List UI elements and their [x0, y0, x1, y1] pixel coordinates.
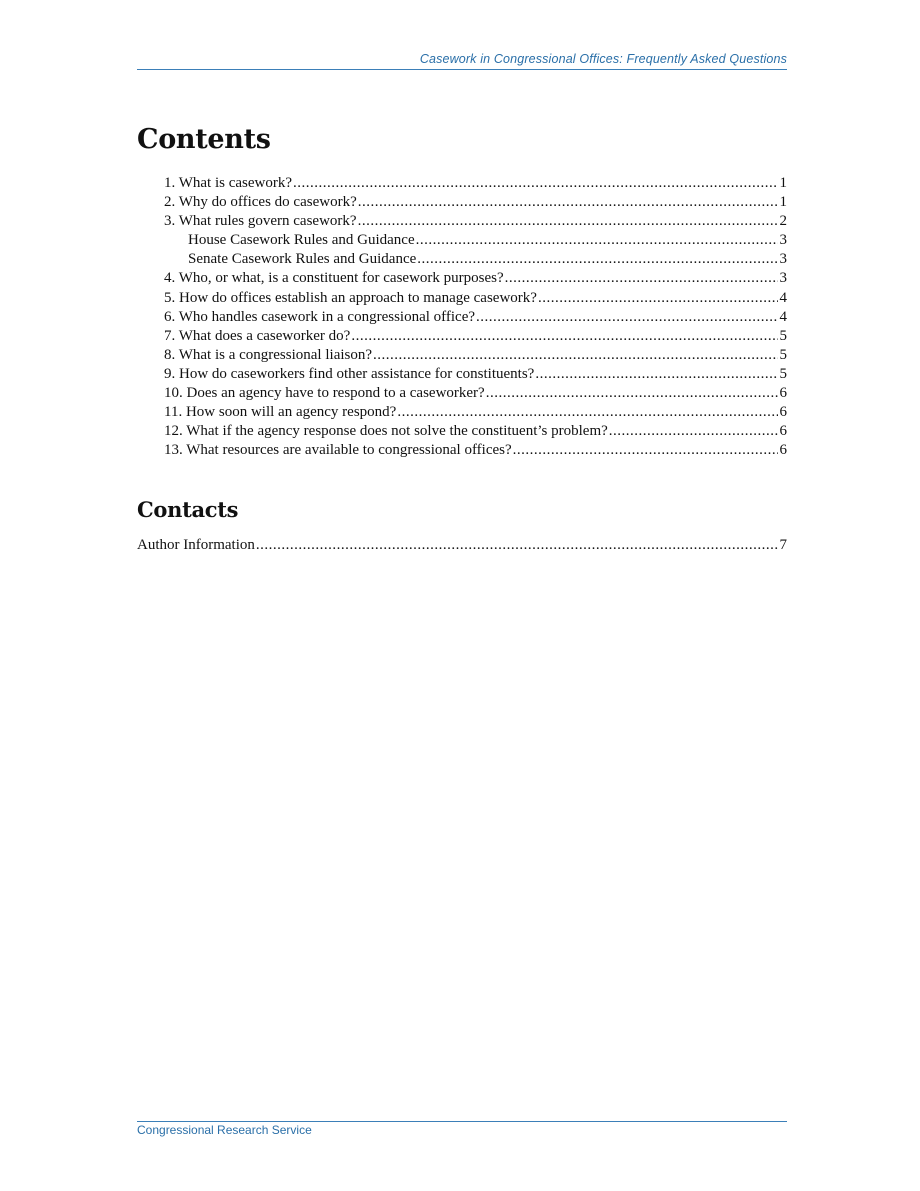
running-header-title: Casework in Congressional Offices: Frequently Asked Questions	[419, 52, 787, 66]
toc-dot-leader	[358, 193, 778, 212]
toc-page-number: 5	[779, 327, 787, 344]
toc-page-number: 4	[779, 308, 787, 325]
toc-dot-leader	[416, 231, 778, 250]
toc-dot-leader	[609, 422, 778, 441]
toc-entry[interactable]	[137, 384, 787, 403]
toc-page-number: 3	[779, 251, 787, 268]
contacts-heading: Contacts	[137, 497, 239, 522]
toc-entry[interactable]	[137, 327, 787, 346]
toc-page-number: 5	[779, 365, 787, 382]
toc-entry[interactable]	[137, 212, 787, 231]
toc-page-number: 1	[779, 175, 787, 191]
toc-dot-leader	[351, 327, 778, 346]
toc-dot-leader	[417, 250, 778, 269]
toc-entry[interactable]	[137, 308, 787, 327]
toc-entry[interactable]	[137, 441, 787, 460]
toc-entry-title: 1. What is casework?	[164, 175, 293, 191]
toc-page-number: 6	[779, 404, 787, 421]
toc-entry-title: 13. What resources are available to congressional offices?	[164, 442, 512, 459]
toc-entry-title: Author Information	[137, 537, 255, 553]
toc-dot-leader	[538, 289, 778, 308]
toc-page-number: 2	[779, 213, 787, 230]
toc-dot-leader	[535, 365, 778, 384]
toc-dot-leader	[505, 269, 778, 288]
toc-entry-title: 5. How do offices establish an approach to manage casework?	[164, 289, 537, 306]
toc-entry-title: 7. What does a caseworker do?	[164, 327, 351, 344]
toc-entry-title: 11. How soon will an agency respond?	[164, 404, 397, 421]
toc-page-number: 3	[779, 270, 787, 287]
toc-entry-title: 4. Who, or what, is a constituent for casework purposes?	[164, 270, 504, 287]
toc-entry[interactable]	[137, 289, 787, 308]
toc-entry-title: 10. Does an agency have to respond to a caseworker?	[164, 385, 485, 402]
toc-entry-title: 2. Why do offices do casework?	[164, 194, 357, 211]
footer-rule	[137, 1121, 787, 1122]
toc-subentry[interactable]	[137, 231, 787, 250]
toc-page-number: 3	[779, 232, 787, 249]
toc-page-number: 4	[779, 289, 787, 306]
toc-dot-leader	[293, 174, 778, 193]
toc-entry-title: 3. What rules govern casework?	[164, 213, 357, 230]
header-rule	[137, 69, 787, 70]
toc-entry-title: 12. What if the agency response does not solve the constituent’s problem?	[164, 423, 608, 440]
toc-entry-title: 6. Who handles casework in a congressional office?	[164, 308, 476, 325]
toc-entry[interactable]	[137, 269, 787, 288]
toc-entry[interactable]	[137, 422, 787, 441]
toc-entry[interactable]	[137, 346, 787, 365]
toc-dot-leader	[476, 308, 778, 327]
toc-page-number: 7	[779, 537, 787, 553]
toc-entry-author-information[interactable]	[137, 536, 787, 555]
toc-dot-leader	[358, 212, 778, 231]
contents-heading: Contents	[137, 124, 271, 155]
toc-dot-leader	[513, 441, 778, 460]
toc-dot-leader	[486, 384, 778, 403]
running-footer: Congressional Research Service	[137, 1123, 312, 1137]
toc-entry-title: 9. How do caseworkers find other assistance for constituents?	[164, 365, 535, 382]
toc-entry[interactable]	[137, 365, 787, 384]
toc-entry[interactable]	[137, 193, 787, 212]
toc-page-number: 6	[779, 385, 787, 402]
toc-dot-leader	[373, 346, 778, 365]
toc-subentry[interactable]	[137, 250, 787, 269]
contacts-list	[137, 536, 787, 555]
toc-entry[interactable]	[137, 403, 787, 422]
toc-entry-title: Senate Casework Rules and Guidance	[188, 251, 417, 268]
toc-page-number: 6	[779, 442, 787, 459]
toc-page-number: 5	[779, 346, 787, 363]
toc-page-number: 6	[779, 423, 787, 440]
toc-dot-leader	[397, 403, 778, 422]
toc-dot-leader	[256, 536, 778, 555]
toc-entry-title: House Casework Rules and Guidance	[188, 232, 415, 249]
toc-page-number: 1	[779, 194, 787, 211]
toc-entry-title: 8. What is a congressional liaison?	[164, 346, 373, 363]
toc-entry[interactable]	[137, 174, 787, 193]
table-of-contents	[137, 174, 787, 460]
